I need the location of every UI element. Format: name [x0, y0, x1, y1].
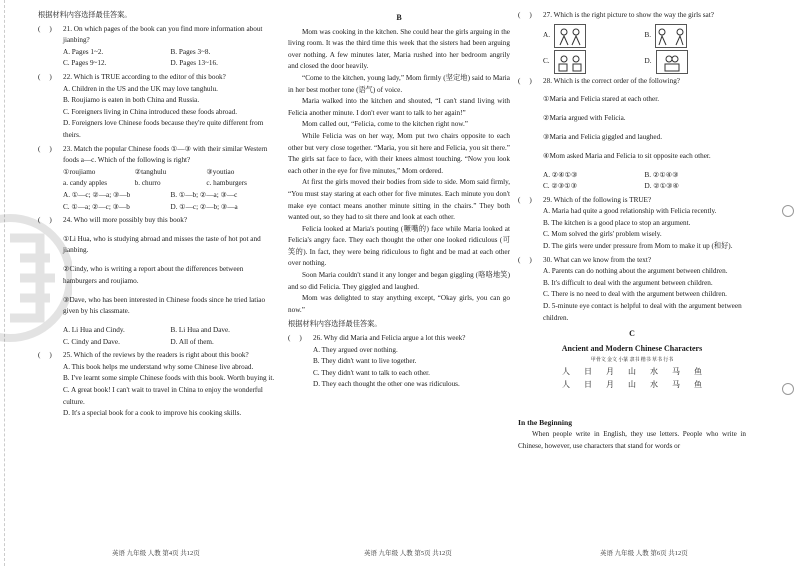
option-b[interactable]: B. Pages 3~8. [170, 47, 211, 56]
match-item: ②tanghulu [134, 167, 167, 176]
option-a[interactable]: A. Parents can do nothing about the argument between children. [543, 267, 728, 276]
option-b[interactable]: B. Li Hua and Dave. [170, 326, 230, 334]
question-stem: 29. Which of the following is TRUE? [543, 195, 652, 204]
option-a[interactable]: A. Pages 1~2. [63, 47, 104, 56]
page-footer: 英语 九年级 人教 第4页 共12页 [112, 550, 200, 557]
option-d[interactable]: D. They each thought the other one was ridiculous. [313, 380, 460, 389]
question-stem: 27. Which is the right picture to show the way the girls sat? [543, 11, 714, 19]
option-c[interactable]: C. Cindy and Dave. [63, 337, 120, 346]
option-b[interactable]: B. ②①④③ [644, 170, 679, 179]
option-a[interactable]: A. ①—c; ②—a; ③—b [63, 190, 131, 199]
figure-row: 人 日 月 山 水 马 鱼 [562, 367, 702, 377]
option-b[interactable]: B. [645, 24, 747, 48]
option-d[interactable]: D. ①—c; ②—b; ③—a [170, 202, 238, 211]
question-stem: 28. Which is the correct order of the following? [543, 76, 680, 85]
question-stem: 24. Who will more possibly buy this book? [63, 216, 188, 225]
instruction: 根据材料内容选择最佳答案。 [288, 320, 382, 329]
option-c[interactable]: C. A great book! I can't wait to travel in China to enjoy the wonderful culture. [63, 385, 263, 406]
option-d[interactable]: D. All of them. [170, 337, 214, 346]
option-d[interactable]: D. Foreigners love Chinese foods because they're quite different from theirs. [63, 119, 264, 139]
question-stem: 30. What can we know from the text? [543, 255, 652, 264]
page-footer: 英语 九年级 人教 第6页 共12页 [600, 550, 688, 557]
option-c[interactable]: C. Pages 9~12. [63, 59, 107, 68]
passage-paragraph: Mom called out, “Felicia, come to the kitchen right now.” [302, 120, 468, 129]
match-item: a. candy apples [63, 179, 108, 188]
passage-paragraph: Mom was cooking in the kitchen. She could hear the girls arguing in the living room. It was the third time this week that the sisters had been arguing over nothing. A few minutes later, Maria rushed into her bedroom angrily and closed the door heavily. [288, 27, 510, 71]
binding-hole [782, 383, 794, 395]
option-c[interactable]: C. ②③①③ [543, 182, 578, 191]
passage-paragraph: Felicia looked at Maria's pouting (噘嘴的) face while Maria looked at Felicia's angry face. They each thought the other one looked ridiculous (可笑的). In fact, they were being ridiculous to fight and be mad at each other over nothing. [288, 224, 510, 268]
list-item: ①Li Hua, who is studying abroad and misses the taste of hot pot and jianbing. [63, 234, 261, 255]
option-a[interactable]: A. [543, 24, 645, 48]
passage-paragraph: Soon Maria couldn't stand it any longer and began giggling (咯咯地笑) and so did Felicia. They giggled and laughed. [288, 271, 510, 291]
option-a[interactable]: A. This book helps me understand why some Chinese live abroad. [63, 362, 254, 371]
question-30: ( ) 30. What can we know from the text? A. Parents can do nothing about the argument between children. B. It's difficult to deal with the argument between children. C. There is no need to deal with the argument between children. D. 5-minute eye contact is helpful to deal with the argument between children. [518, 255, 746, 325]
section-title: B [396, 13, 402, 22]
question-stem: 21. On which pages of the book can you find more information about jianbing? [63, 24, 263, 45]
question-28: ( ) 28. Which is the correct order of the following? ①Maria and Felicia stared at each other. ②Maria argued with Felicia. ③Maria and Felicia giggled and laughed. ④Mom asked Maria and Felicia to sit opposite each other. A. ②④①③ B. ②①④③ C. ②③①③ D. ②①③④ [518, 76, 746, 193]
question-29: ( ) 29. Which of the following is TRUE? A. Maria had quite a good relationship with Felicia recently. B. The kitchen is a good place to stop an argument. C. Mom solved the girls' problem wisely. D. The girls were under pressure from Mom to make it up (和好). [518, 195, 746, 253]
option-d[interactable]: D. ②①③④ [644, 182, 680, 191]
option-b[interactable]: B. The kitchen is a good place to stop an argument. [543, 218, 691, 227]
section-title: C [629, 329, 635, 339]
instruction: 根据材料内容选择最佳答案。 [38, 11, 132, 19]
question-25: ( ) 25. Which of the reviews by the readers is right about this book? A. This book helps me understand why some Chinese live abroad. B. I've learnt some simple Chinese foods with this book. Worth buying it. C. A great book! I can't wait to travel in China to enjoy the wonderful culture. D. It's a special book for a cook to improve his cooking skills. [38, 350, 278, 420]
seating-picture-icon [656, 50, 688, 74]
page-4-column [38, 10, 278, 420]
passage-paragraph: Maria walked into the kitchen and shouted, “I can't stand living with Felicia another minute. I don't ever want to talk to her again!” [288, 97, 510, 117]
list-item: ②Maria argued with Felicia. [543, 114, 626, 123]
binding-hole [782, 205, 794, 217]
option-a[interactable]: A. Children in the US and the UK may love tanghulu. [63, 84, 218, 93]
passage-paragraph: “Come to the kitchen, young lady,” Mom firmly (坚定地) said to Maria in her best mother tone (语气) of voice. [288, 73, 510, 94]
seating-picture-icon [554, 24, 586, 48]
passage-paragraph: While Felicia was on her way, Mom put two chairs opposite to each other but very close together. “Maria, you sit here and Felicia, you sit there.” The girls sat face to face, with their knees almost touching. “Now you look each other in the eye for five minutes,” Mom ordered. [288, 131, 510, 175]
question-22: ( ) 22. Which is TRUE according to the editor of this book? A. Children in the US and the UK may love tanghulu. B. Roujiamo is eaten in both China and Russia. C. Foreigners living in China introduced these foods abroad. D. Foreigners love Chinese foods because they're quite different from theirs. [38, 72, 278, 142]
seating-picture-icon [655, 24, 687, 48]
question-stem: 22. Which is TRUE according to the editor of this book? [63, 72, 226, 81]
page-5-column [288, 10, 510, 391]
character-evolution-figure [562, 357, 702, 413]
option-a[interactable]: A. Maria had quite a good relationship with Felicia recently. [543, 207, 717, 216]
list-item: ③Dave, who has been interested in Chinese foods since he tried latiao given by his classmate. [63, 295, 266, 316]
match-item: c. hamburgers [206, 179, 247, 188]
question-stem: 25. Which of the reviews by the readers is right about this book? [63, 351, 249, 360]
seating-picture-icon [554, 50, 586, 74]
passage-paragraph: Mom was delighted to stay anything except, “Okay girls, you can go now.” [288, 294, 510, 314]
option-d[interactable]: D. The girls were under pressure from Mom to make it up (和好). [543, 242, 733, 251]
option-a[interactable]: A. ②④①③ [543, 170, 578, 179]
option-b[interactable]: B. Roujiamo is eaten in both China and Russia. [63, 96, 200, 105]
question-stem: 26. Why did Maria and Felicia argue a lot this week? [313, 334, 466, 343]
option-c[interactable]: C. [543, 50, 645, 74]
option-a[interactable]: A. They argued over nothing. [313, 345, 398, 354]
list-item: ①Maria and Felicia stared at each other. [543, 95, 660, 104]
option-d[interactable]: D. [645, 50, 747, 74]
passage-title: Ancient and Modern Chinese Characters [561, 343, 703, 353]
question-27: ( ) 27. Which is the right picture to show the way the girls sat? A. B. C. D. [518, 10, 746, 74]
match-item: ③youtiao [206, 167, 235, 176]
option-b[interactable]: B. They didn't want to live together. [313, 357, 417, 366]
option-c[interactable]: C. They didn't want to talk to each other. [313, 368, 430, 377]
list-item: ②Cindy, who is writing a report about the differences between hamburgers and roujiamo. [63, 265, 244, 285]
figure-header: 甲骨文 金文 小篆 隶书 楷书 草书 行书 [590, 358, 674, 364]
question-26: ( ) 26. Why did Maria and Felicia argue a lot this week? A. They argued over nothing. B. They didn't want to live together. C. They didn't want to talk to each other. D. They each thought the other one was ridiculous. [288, 333, 510, 391]
question-21: ( ) 21. On which pages of the book can you find more information about jianbing? A. Pages 1~2. B. Pages 3~8. C. Pages 9~12. D. Pages 13~16. [38, 24, 278, 70]
option-c[interactable]: C. There is no need to deal with the argument between children. [543, 290, 727, 299]
question-23: ( ) 23. Match the popular Chinese foods ①—③ with their similar Western foods a—c. Which of the following is right? ①roujiamo ②tanghulu ③youtiao a. candy apples b. churro c. hamburgers A. ①—c; ②—a; ③—b B. ①—b; ②—a; ③—c C. ①—a; ②—c; ③—b D. ①—c; ②—b; ③—a [38, 144, 278, 214]
option-a[interactable]: A. Li Hua and Cindy. [63, 326, 125, 334]
match-item: ①roujiamo [63, 167, 96, 176]
match-item: b. churro [134, 179, 161, 188]
question-stem: 23. Match the popular Chinese foods ①—③ with their similar Western foods a—c. Which of the following is right? [63, 144, 268, 165]
option-d[interactable]: D. 5-minute eye contact is helpful to deal with the argument between children. [543, 302, 742, 322]
option-c[interactable]: C. Mom solved the girls' problem wisely. [543, 230, 662, 239]
question-24: ( ) 24. Who will more possibly buy this book? ①Li Hua, who is studying abroad and misses the taste of hot pot and jianbing. ②Cindy, who is writing a report about the differences between hamburgers and roujiamo. ③Dave, who has been interested in Chinese foods since he tried latiao given by his classmate. A. Li Hua and Cindy. B. Li Hua and Dave. C. Cindy and Dave. D. All of them. [38, 215, 278, 348]
passage-paragraph: When people write in English, they use letters. People who write in Chinese, however, use characters that stand for words or [518, 430, 746, 450]
passage-paragraph: At first the girls moved their bodies from side to side. Mom said firmly, “You must stay staring at each other for five minutes. Each minute you don't make eye contact means another minute sitting in the chairs.” They both wanted out, so they had to sit there and look at each other. [288, 178, 510, 222]
option-b[interactable]: B. ①—b; ②—a; ③—c [170, 190, 238, 199]
option-b[interactable]: B. I've learnt some simple Chinese foods with this book. Worth buying it. [63, 374, 275, 383]
page-6-column [518, 10, 746, 452]
option-b[interactable]: B. It's difficult to deal with the argument between children. [543, 278, 713, 287]
option-d[interactable]: D. Pages 13~16. [170, 59, 218, 68]
option-d[interactable]: D. It's a special book for a cook to improve his cooking skills. [63, 409, 242, 418]
list-item: ③Maria and Felicia giggled and laughed. [543, 132, 663, 141]
option-c[interactable]: C. ①—a; ②—c; ③—b [63, 202, 130, 211]
figure-row: 人 日 月 山 水 马 鱼 [562, 380, 702, 390]
option-c[interactable]: C. Foreigners living in China introduced these foods abroad. [63, 107, 238, 116]
subheading: In the Beginning [518, 418, 573, 428]
list-item: ④Mom asked Maria and Felicia to sit opposite each other. [543, 151, 711, 160]
page-footer: 英语 九年级 人教 第5页 共12页 [364, 550, 452, 557]
